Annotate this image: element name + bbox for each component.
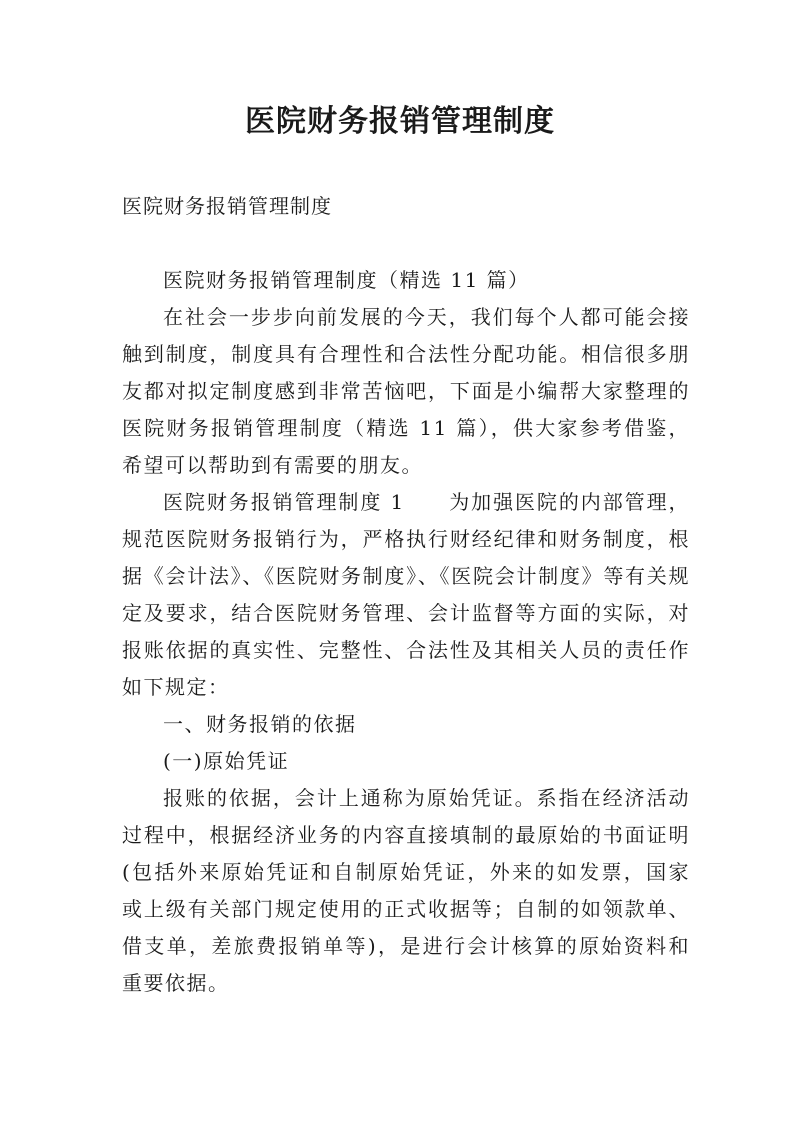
section-1-text: 为加强医院的内部管理，规范医院财务报销行为，严格执行财经纪律和财务制度，根据《会计法》、《医院财务制度》、《医院会计制度》等有关规定及要求，结合医院财务管理、会计监督等方面的实际，对报账依据的真实性、完整性、合法性及其相关人员的责任作如下规定： [122,490,690,699]
paragraph-section-1 [122,484,690,706]
paragraph-intro: 在社会一步步向前发展的今天，我们每个人都可能会接触到制度，制度具有合理性和合法性分配功能。相信很多朋友都对拟定制度感到非常苦恼吧，下面是小编帮大家整理的医院财务报销管理制度（精选 11 篇），供大家参考借鉴，希望可以帮助到有需要的朋友。 [122,305,690,477]
part-1-sub-heading: (一)原始凭证 [163,749,290,773]
document-title: 医院财务报销管理制度 [245,104,555,139]
part-1-paragraph: 报账的依据，会计上通称为原始凭证。系指在经济活动过程中，根据经济业务的内容直接填制的最原始的书面证明(包括外来原始凭证和自制原始凭证，外来的如发票，国家或上级有关部门规定使用的正式收据等；自制的如领款单、借支单，差旅费报销单等)，是进行会计核算的原始资料和重要依据。 [122,786,690,995]
part-1-heading: 一、财务报销的依据 [163,712,357,736]
section-1-heading: 医院财务报销管理制度 1 [163,490,405,514]
paragraph-intro-heading: 医院财务报销管理制度（精选 11 篇） [163,268,530,292]
document-body [122,262,690,1002]
document-subtitle: 医院财务报销管理制度 [122,194,332,218]
